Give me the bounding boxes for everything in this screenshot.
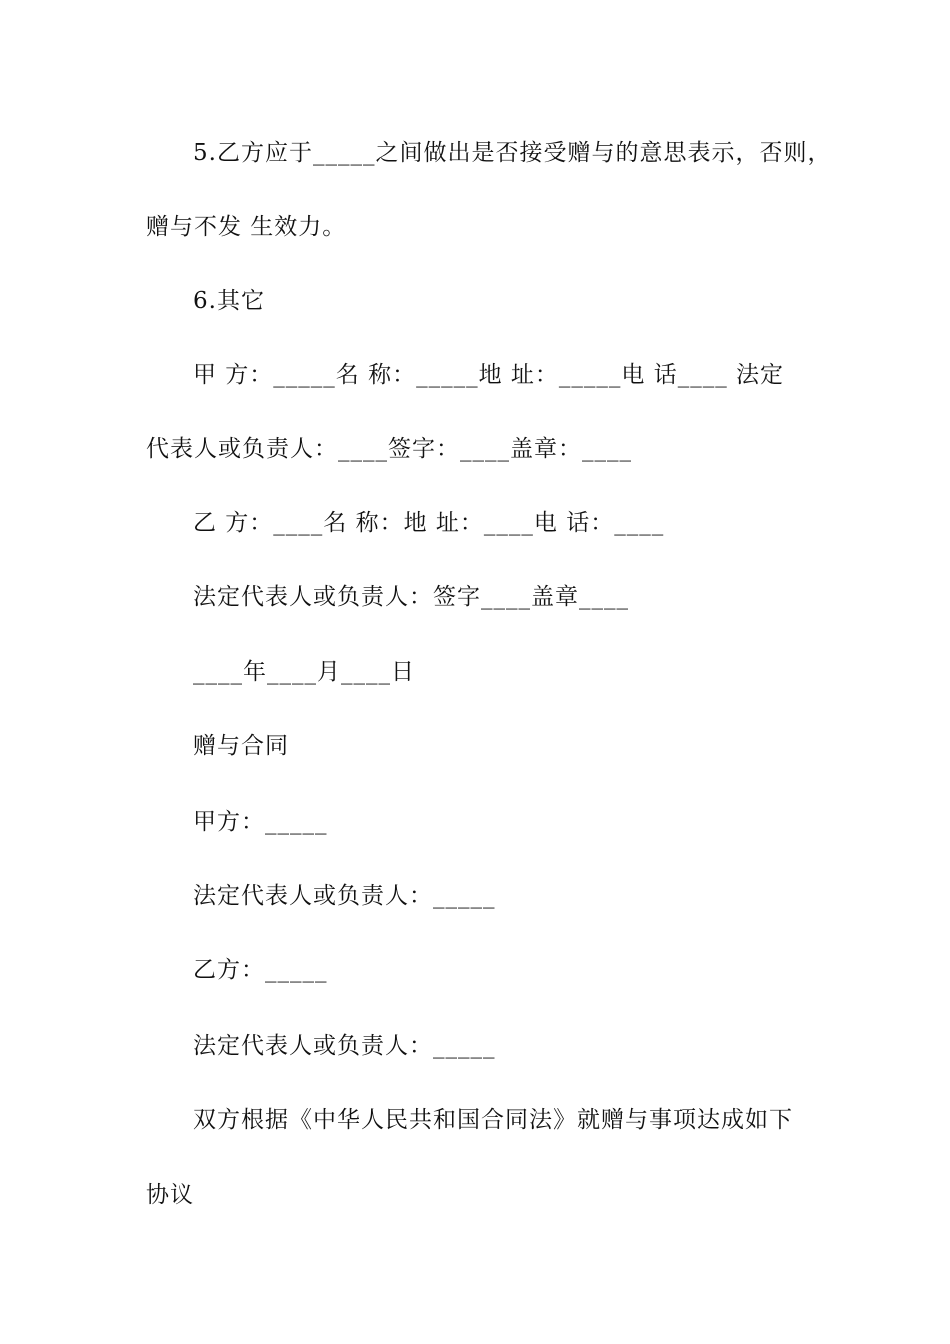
party-a-info-line-2: 代表人或负责人：____签字：____盖章：____ (146, 436, 632, 462)
party-a-representative-line: 法定代表人或负责人：_____ (193, 883, 496, 909)
clause-5-line-1: 5.乙方应于_____之间做出是否接受赠与的意思表示，否则， (193, 140, 832, 166)
agreement-intro-line-1: 双方根据《中华人民共和国合同法》就赠与事项达成如下 (193, 1107, 793, 1133)
date-line: ____年____月____日 (193, 659, 415, 685)
party-b-representative-line: 法定代表人或负责人：_____ (193, 1033, 496, 1059)
party-a-info-line-1: 甲 方：_____名 称：_____地 址：_____电 话____ 法定 (193, 362, 785, 388)
contract-title: 赠与合同 (193, 733, 289, 759)
clause-6-heading: 6.其它 (193, 288, 265, 314)
clause-5-line-2: 赠与不发 生效力。 (146, 214, 347, 240)
party-b-info-line-2: 法定代表人或负责人：签字____盖章____ (193, 584, 629, 610)
party-a-line: 甲方：_____ (193, 809, 328, 835)
agreement-intro-line-2: 协议 (146, 1182, 194, 1208)
party-b-line: 乙方：_____ (193, 957, 328, 983)
party-b-info-line-1: 乙 方：____名 称：地 址：____电 话：____ (193, 510, 665, 536)
